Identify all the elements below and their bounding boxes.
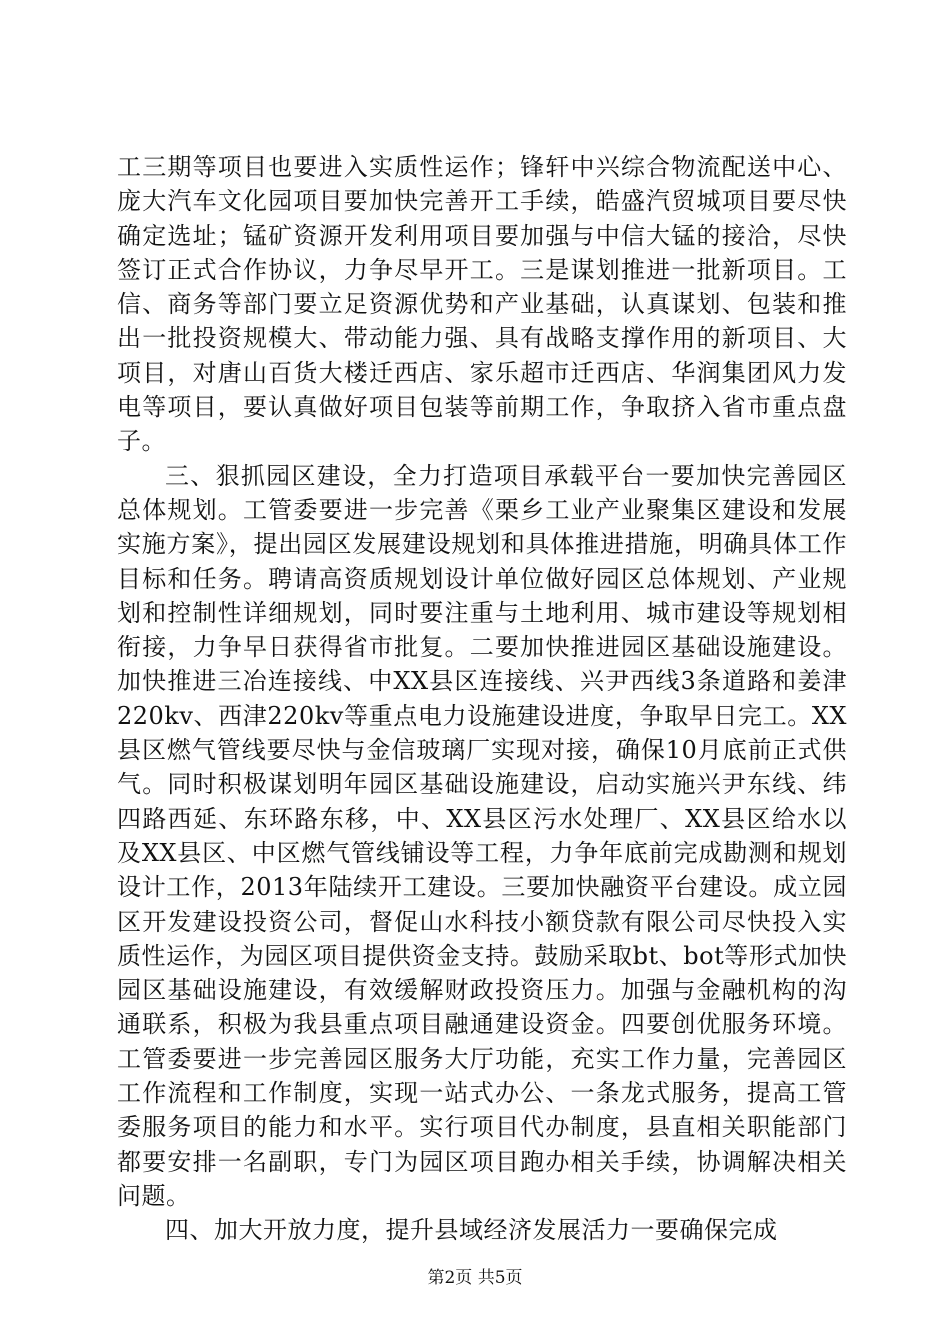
paragraph-section-three: 三、狠抓园区建设，全力打造项目承载平台一要加快完善园区总体规划。工管委要进一步完善《栗乡工业产业聚集区建设和发展实施方案》，提出园区发展建设规划和具体推进措施，明确具体工作目标和任务。聘请高资质规划设计单位做好园区总体规划、产业规划和控制性详细规划，同时要注重与土地利用、城市建设等规划相衔接，力争早日获得省市批复。二要加快推进园区基础设施建设。加快推进三冶连接线、中XX县区连接线、兴尹西线3条道路和姜津220kv、西津220kv等重点电力设施建设进度，争取早日完工。XX县区燃气管线要尽快与金信玻璃厂实现对接，确保10月底前正式供气。同时积极谋划明年园区基础设施建设，启动实施兴尹东线、纬四路西延、东环路东移，中、XX县区污水处理厂、XX县区给水以及XX县区、中区燃气管线铺设等工程，力争年底前完成勘测和规划设计工作，2013年陆续开工建设。三要加快融资平台建设。成立园区开发建设投资公司，督促山水科技小额贷款有限公司尽快投入实质性运作，为园区项目提供资金支持。鼓励采取bt、bot等形式加快园区基础设施建设，有效缓解财政投资压力。加强与金融机构的沟通联系，积极为我县重点项目融通建设资金。四要创优服务环境。工管委要进一步完善园区服务大厅功能，充实工作力量，完善园区工作流程和工作制度，实现一站式办公、一条龙式服务，提高工管委服务项目的能力和水平。实行项目代办制度，县直相关职能部门都要安排一名副职，专门为园区项目跑办相关手续，协调解决相关问题。	[117, 461, 847, 1210]
paragraph-section-four: 四、加大开放力度，提升县域经济发展活力一要确保完成	[165, 1216, 778, 1245]
document-body	[117, 150, 847, 1248]
paragraph-continuation: 工三期等项目也要进入实质性运作；锋轩中兴综合物流配送中心、庞大汽车文化园项目要加快完善开工手续，皓盛汽贸城项目要尽快确定选址；锰矿资源开发利用项目要加强与中信大锰的接洽，尽快签订正式合作协议，力争尽早开工。三是谋划推进一批新项目。工信、商务等部门要立足资源优势和产业基础，认真谋划、包装和推出一批投资规模大、带动能力强、具有战略支撑作用的新项目、大项目，对唐山百货大楼迁西店、家乐超市迁西店、华润集团风力发电等项目，要认真做好项目包装等前期工作，争取挤入省市重点盘子。	[117, 153, 847, 456]
page-number-footer: 第2页 共5页	[427, 1268, 523, 1288]
